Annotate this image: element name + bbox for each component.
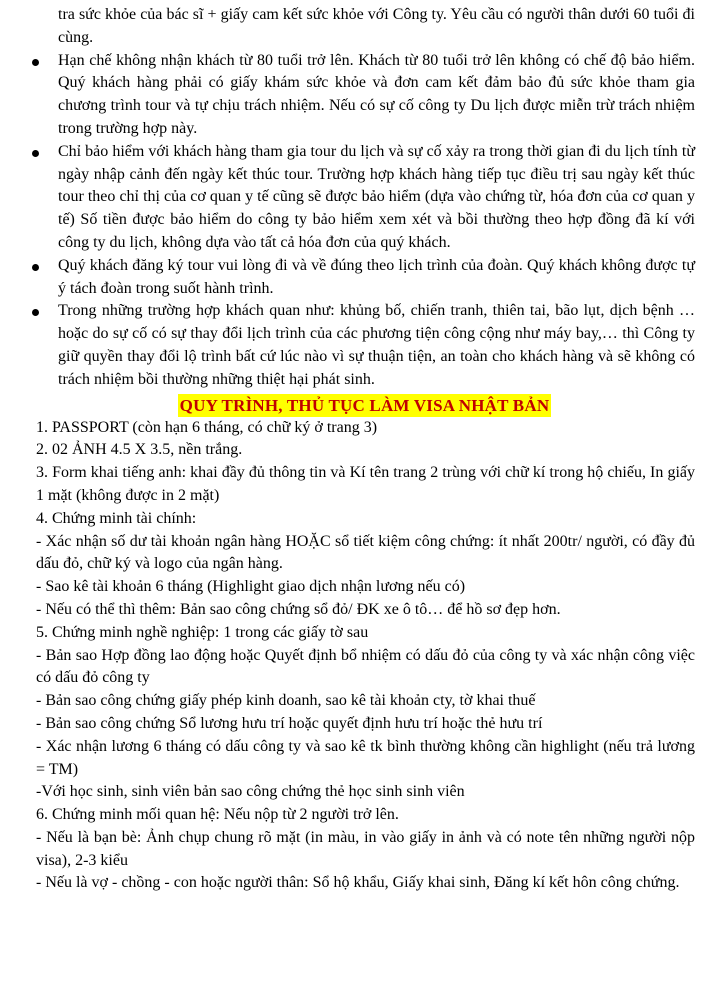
step-line: - Nếu có thể thì thêm: Bản sao công chứng sổ đỏ/ ĐK xe ô tô… để hồ sơ đẹp hơn. [36, 600, 561, 618]
step-line: - Xác nhận số dư tài khoản ngân hàng HOẶC sổ tiết kiệm công chứng: ít nhất 200tr/ người, có đầy đủ dấu đỏ, chữ ký và logo của ngân hàng. [36, 532, 695, 573]
step-line: - Bản sao Hợp đồng lao động hoặc Quyết định bổ nhiệm có dấu đỏ của công ty và xác nhận công việc có dấu đỏ công ty [36, 646, 695, 687]
section-heading-wrapper [36, 394, 693, 417]
visa-steps-list [36, 417, 695, 896]
bullet-item [38, 300, 695, 391]
step-line: - Xác nhận lương 6 tháng có dấu công ty và sao kê tk bình thường không cần highlight (nếu trả lương = TM) [36, 737, 695, 778]
step-line: 1. PASSPORT (còn hạn 6 tháng, có chữ ký ở trang 3) [36, 418, 378, 436]
step-line: - Nếu là vợ - chồng - con hoặc người thân: Sổ hộ khẩu, Giấy khai sinh, Đăng kí kết hôn công chứng. [36, 874, 680, 892]
bullet-dot-icon [32, 150, 39, 157]
step-line: 3. Form khai tiếng anh: khai đầy đủ thông tin và Kí tên trang 2 trùng với chữ kí trong hộ chiếu, In giấy 1 mặt (không được in 2 mặt) [36, 464, 695, 504]
terms-bullet-list [38, 4, 695, 392]
bullet-dot-icon [32, 264, 39, 271]
bullet-item [38, 141, 695, 255]
bullet-text: Hạn chế không nhận khách từ 80 tuổi trở lên. Khách từ 80 tuổi trở lên không có chế độ bảo hiểm. Quý khách hàng phải có giấy khám sức khỏe và đơn cam kết đảm bảo đủ sức khỏe tham gia chương trình tour và tự chịu trách nhiệm. Nếu có sự cố công ty Du lịch được miễn trừ trách nhiệm trong trường hợp này. [58, 51, 695, 137]
bullet-dot-icon [32, 309, 39, 316]
step-line: -Với học sinh, sinh viên bản sao công chứng thẻ học sinh sinh viên [36, 783, 465, 801]
step-line: - Nếu là bạn bè: Ảnh chụp chung rõ mặt (in màu, in vào giấy in ảnh và có note tên những người nộp visa), 2-3 kiểu [36, 828, 695, 869]
bullet-item [38, 255, 695, 301]
bullet-item [38, 50, 695, 141]
section-heading: QUY TRÌNH, THỦ TỤC LÀM VISA NHẬT BẢN [179, 395, 550, 415]
bullet-dot-icon [32, 59, 39, 66]
step-line: - Sao kê tài khoản 6 tháng (Highlight giao dịch nhận lương nếu có) [36, 578, 466, 596]
bullet-text: Chỉ bảo hiểm với khách hàng tham gia tour du lịch và sự cố xảy ra trong thời gian đi du lịch tính từ ngày nhập cảnh đến ngày kết thúc tour. Trường hợp khách hàng tiếp tục điều trị sau ngày kết thúc tour theo chỉ thị của cơ quan y tế cũng sẽ được bảo hiểm (dựa vào chứng từ, hóa đơn của cơ quan y tế) Số tiền được bảo hiểm do công ty bảo hiểm xem xét và bồi thường theo hợp đồng đã kí với công ty du lịch, không dựa vào tất cả hóa đơn của quý khách. [58, 142, 695, 251]
bullet-text: Quý khách đăng ký tour vui lòng đi và về đúng theo lịch trình của đoàn. Quý khách không được tự ý tách đoàn trong suốt hành trình. [58, 256, 695, 297]
step-line: 5. Chứng minh nghề nghiệp: 1 trong các giấy tờ sau [36, 623, 369, 641]
step-line: 2. 02 ẢNH 4.5 X 3.5, nền trắng. [36, 441, 243, 459]
bullet-text: Trong những trường hợp khách quan như: khủng bố, chiến tranh, thiên tai, bão lụt, dịch bệnh … hoặc do sự cố có sự thay đổi lịch trình của các phương tiện công cộng như máy bay,… thì Công ty giữ quyền thay đổi lộ trình bất cứ lúc nào vì sự thuận tiện, an toàn cho khách hàng và sẽ không có trách nhiệm bồi thường những thiệt hại phát sinh. [58, 302, 695, 388]
step-line: - Bản sao công chứng giấy phép kinh doanh, sao kê tài khoản cty, tờ khai thuế [36, 692, 536, 710]
step-line: 4. Chứng minh tài chính: [36, 509, 197, 527]
step-line: 6. Chứng minh mối quan hệ: Nếu nộp từ 2 người trở lên. [36, 806, 399, 824]
bullet-continuation-text: tra sức khỏe của bác sĩ + giấy cam kết sức khỏe với Công ty. Yêu cầu có người thân dưới 60 tuổi đi cùng. [58, 6, 695, 46]
step-line: - Bản sao công chứng Sổ lương hưu trí hoặc quyết định hưu trí hoặc thẻ hưu trí [36, 714, 543, 732]
